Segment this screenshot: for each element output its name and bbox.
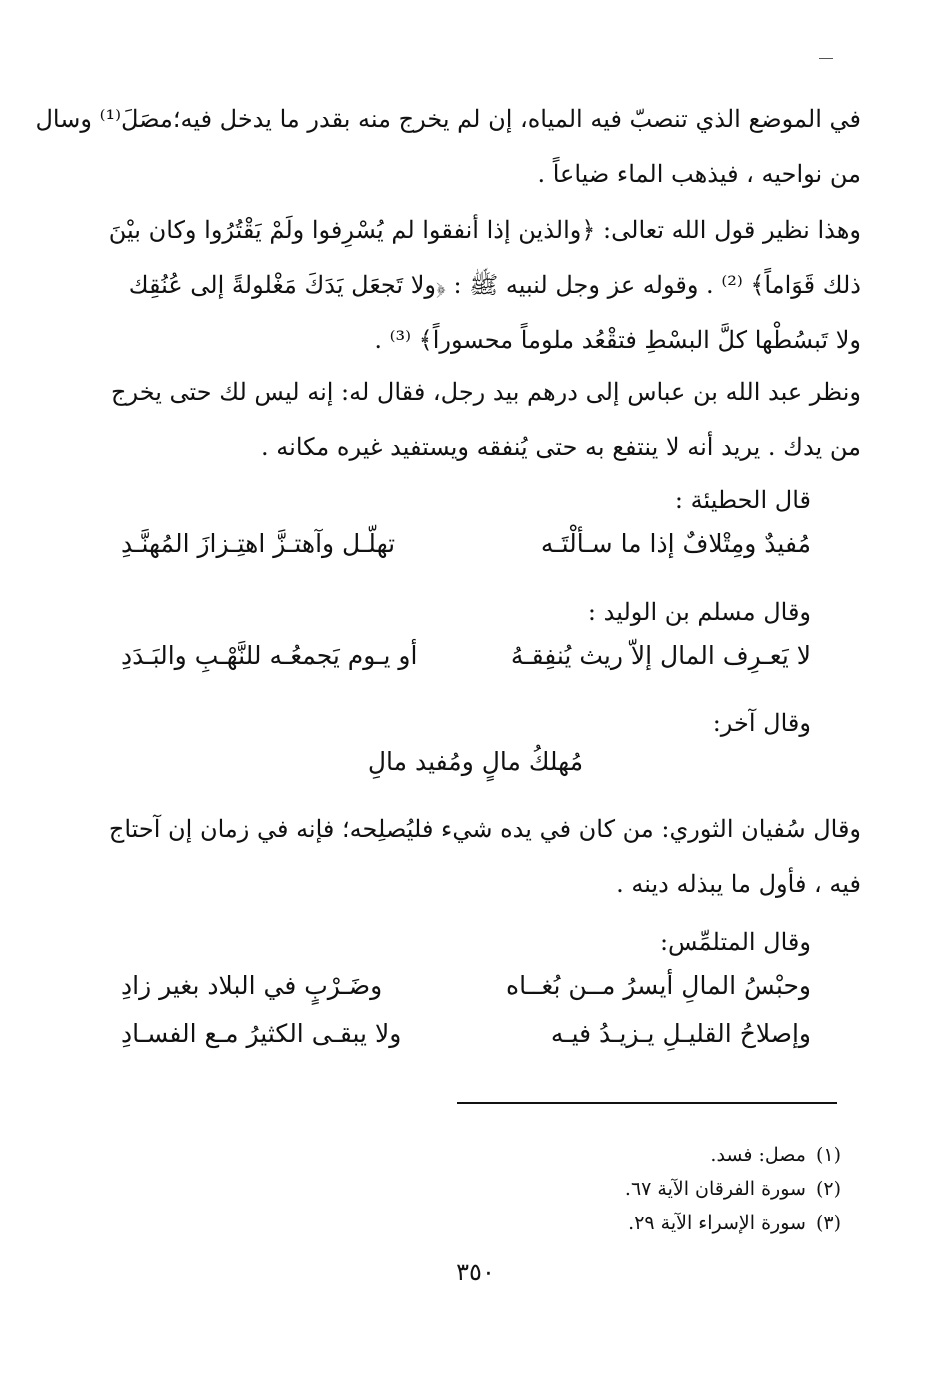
verse-first-hemistich: وحبْسُ المالِ أيسرُ مــن بُغــاه	[506, 971, 811, 1000]
paragraph-line: ولا تَبسُطْها كلَّ البسْطِ فتقْعُد ملوماً محسوراً﴾ ⁽³⁾ .	[374, 326, 861, 354]
verse-muslim	[121, 634, 811, 678]
verse-first-hemistich: مُفيدٌ ومِتْلافٌ إذا ما سـألْتَـه	[540, 529, 811, 558]
footnote-2	[625, 1172, 841, 1206]
verse-second-hemistich: وضَـرْبٍ في البلاد بغير زادِ	[121, 971, 383, 1000]
verse-second-hemistich: أو يـوم يَجمعُـه للنَّهْـبِ والبَـدَدِ	[121, 641, 418, 670]
poet-label-other: وقال آخر:	[712, 709, 811, 737]
paragraph-line: من نواحيه ، فيذهب الماء ضياعاً .	[537, 160, 861, 188]
paragraph-line: ذلك قَوَاماً﴾ ⁽²⁾ . وقوله عز وجل لنبيه ﷺ : ﴿ولا تَجعَل يَدَكَ مَغْلولةً إلى عُنُقِك	[128, 271, 861, 299]
footnote-text: مصل: فسد.	[710, 1144, 806, 1166]
poet-label-hutayah: قال الحطيئة :	[674, 486, 811, 514]
footnote-number: (٣)	[815, 1212, 841, 1234]
verse-second-hemistich: تهلّـل وآهتـزَّ اهتِـزازَ المُهنَّـدِ	[121, 529, 396, 558]
page-number: ٣٥٠	[456, 1258, 495, 1286]
paragraph-water	[35, 92, 861, 202]
footnote-text: سورة الفرقان الآية ٦٧.	[624, 1178, 806, 1200]
corner-mark	[819, 58, 833, 59]
paragraph-line: من يدك . يريد أنه لا ينتفع به حتى يُنفقه ويستفيد غيره مكانه .	[261, 433, 861, 461]
poet-label-muslim: وقال مسلم بن الوليد :	[587, 598, 811, 626]
paragraph-line: ونظر عبد الله بن عباس إلى درهم بيد رجل، فقال له: إنه ليس لك حتى يخرج	[111, 378, 861, 406]
paragraph-line: وقال سُفيان الثوري: من كان في يده شيء فليُصلِحه؛ فإنه في زمان إن آحتاج	[108, 815, 861, 843]
verse-mutalammis-2	[121, 1012, 811, 1056]
paragraph-line: فيه ، فأول ما يبذله دينه .	[616, 870, 861, 898]
paragraph-line: في الموضع الذي تنصبّ فيه المياه، إن لم يخرج منه بقدر ما يدخل فيه؛مصَلَ⁽¹⁾ وسال	[35, 105, 861, 133]
footnote-number: (١)	[815, 1144, 841, 1166]
single-line-verse: مُهلكُ مالٍ ومُفيد مالِ	[367, 747, 584, 776]
verse-hutayah	[121, 522, 811, 566]
paragraph-quran	[91, 203, 861, 368]
footnote-3	[628, 1206, 841, 1240]
footnote-1	[710, 1138, 841, 1172]
paragraph-line: وهذا نظير قول الله تعالى: ﴿والذين إذا أنفقوا لم يُسْرِفوا ولَمْ يَقْتُرُوا وكان بيْنَ	[108, 216, 861, 244]
paragraph-ibn-abbas	[91, 365, 861, 475]
footnote-number: (٢)	[815, 1178, 841, 1200]
verse-first-hemistich: وإصلاحُ القليـلِ يـزيـدُ فيـه	[550, 1019, 811, 1048]
footnote-text: سورة الإسراء الآية ٢٩.	[628, 1212, 806, 1234]
footnote-divider	[457, 1102, 837, 1104]
verse-second-hemistich: ولا يبقـى الكثيرُ مـع الفسـادِ	[121, 1019, 402, 1048]
paragraph-sufyan	[91, 802, 861, 912]
verse-mutalammis-1	[121, 964, 811, 1008]
verse-first-hemistich: لا يَعـرِف المال إلاّ ريث يُنفِقـهُ	[510, 641, 811, 670]
poet-label-mutalammis: وقال المتلمِّس:	[659, 928, 811, 956]
